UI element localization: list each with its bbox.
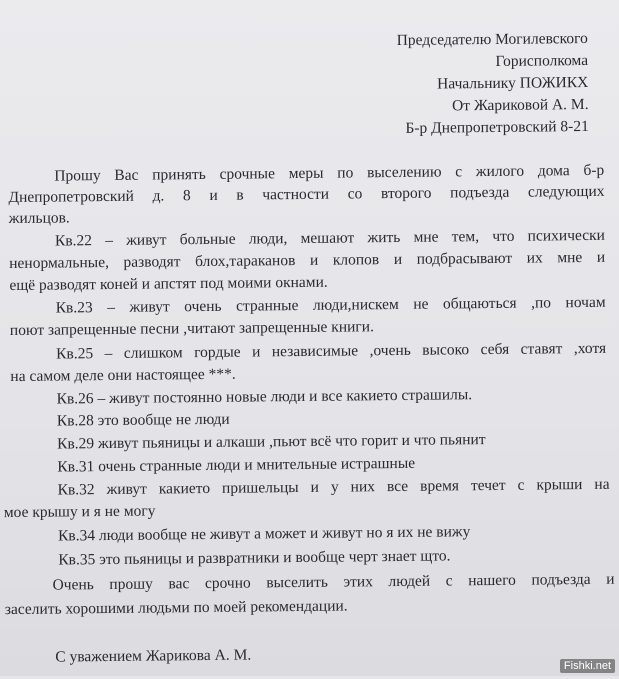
sender-line: От Жариковой А. М. (451, 95, 589, 115)
body-line: Кв.35 это пьяницы и развратники и вообще черт знает щто. (58, 547, 451, 569)
signature: С уважением Жарикова А. М. (55, 646, 252, 666)
body-line: Прошу Вас принять срочные меры по выселению с жилого дома б-р (54, 161, 605, 185)
body-line: Днепропетровский д. 8 и в частности со второго подъезда следующих (8, 182, 605, 207)
body-line: Кв.25 – слишком гордые и независимые ,очень высоко себя ставят ,хотя (56, 339, 607, 363)
body-line: жильцов. (8, 209, 70, 228)
body-line: Кв.28 это вообще не люди (56, 410, 230, 430)
body-line: поют запрещенные песни ,читают запрещенные книги. (9, 318, 375, 340)
body-line: Кв.31 очень странные люди и мнительные истрашные (57, 454, 416, 476)
body-line: Кв.26 – живут постоянно новые люди и все какието страшилы. (56, 386, 473, 408)
watermark: Fishki.net (560, 659, 615, 673)
addressee-line: Горисполкома (495, 51, 589, 70)
body-line: Кв.32 живут какието пришельцы и у них все время течет с крыши на (57, 475, 610, 499)
addressee-line: Начальнику ПОЖИКХ (437, 73, 589, 93)
body-line: Кв.29 живут пьяницы и алкаши ,пьют всё что горит и что пьянит (56, 431, 486, 453)
addressee-line: Председателю Могилевского (396, 29, 588, 49)
sender-address-line: Б-р Днепропетровский 8-21 (405, 117, 589, 137)
body-line: Кв.23 – живут очень странные люди,нискем не общаються ,по ночам (55, 293, 606, 317)
body-line: Кв.22 – живут больные люди, мешают жить мне тем, что психически (54, 226, 606, 250)
body-line: ещё разводят коней и апстят под моими окнами. (9, 273, 328, 295)
body-line: Кв.34 люди вообще не живут а может и живут но я их не вижу (57, 523, 471, 545)
body-line: Очень прошу вас срочно выселить этих людей с нашего подъезда и (52, 570, 615, 594)
body-line: мое крышу и я не могу (3, 502, 156, 522)
body-line: ненормальные, разводят блох,тараканов и клопов и подбрасывают их мне и (9, 248, 606, 273)
body-line: на самом деле они настоящее ***. (10, 365, 236, 386)
body-line: заселить хорошими людьми по моей рекомендации. (4, 597, 348, 619)
